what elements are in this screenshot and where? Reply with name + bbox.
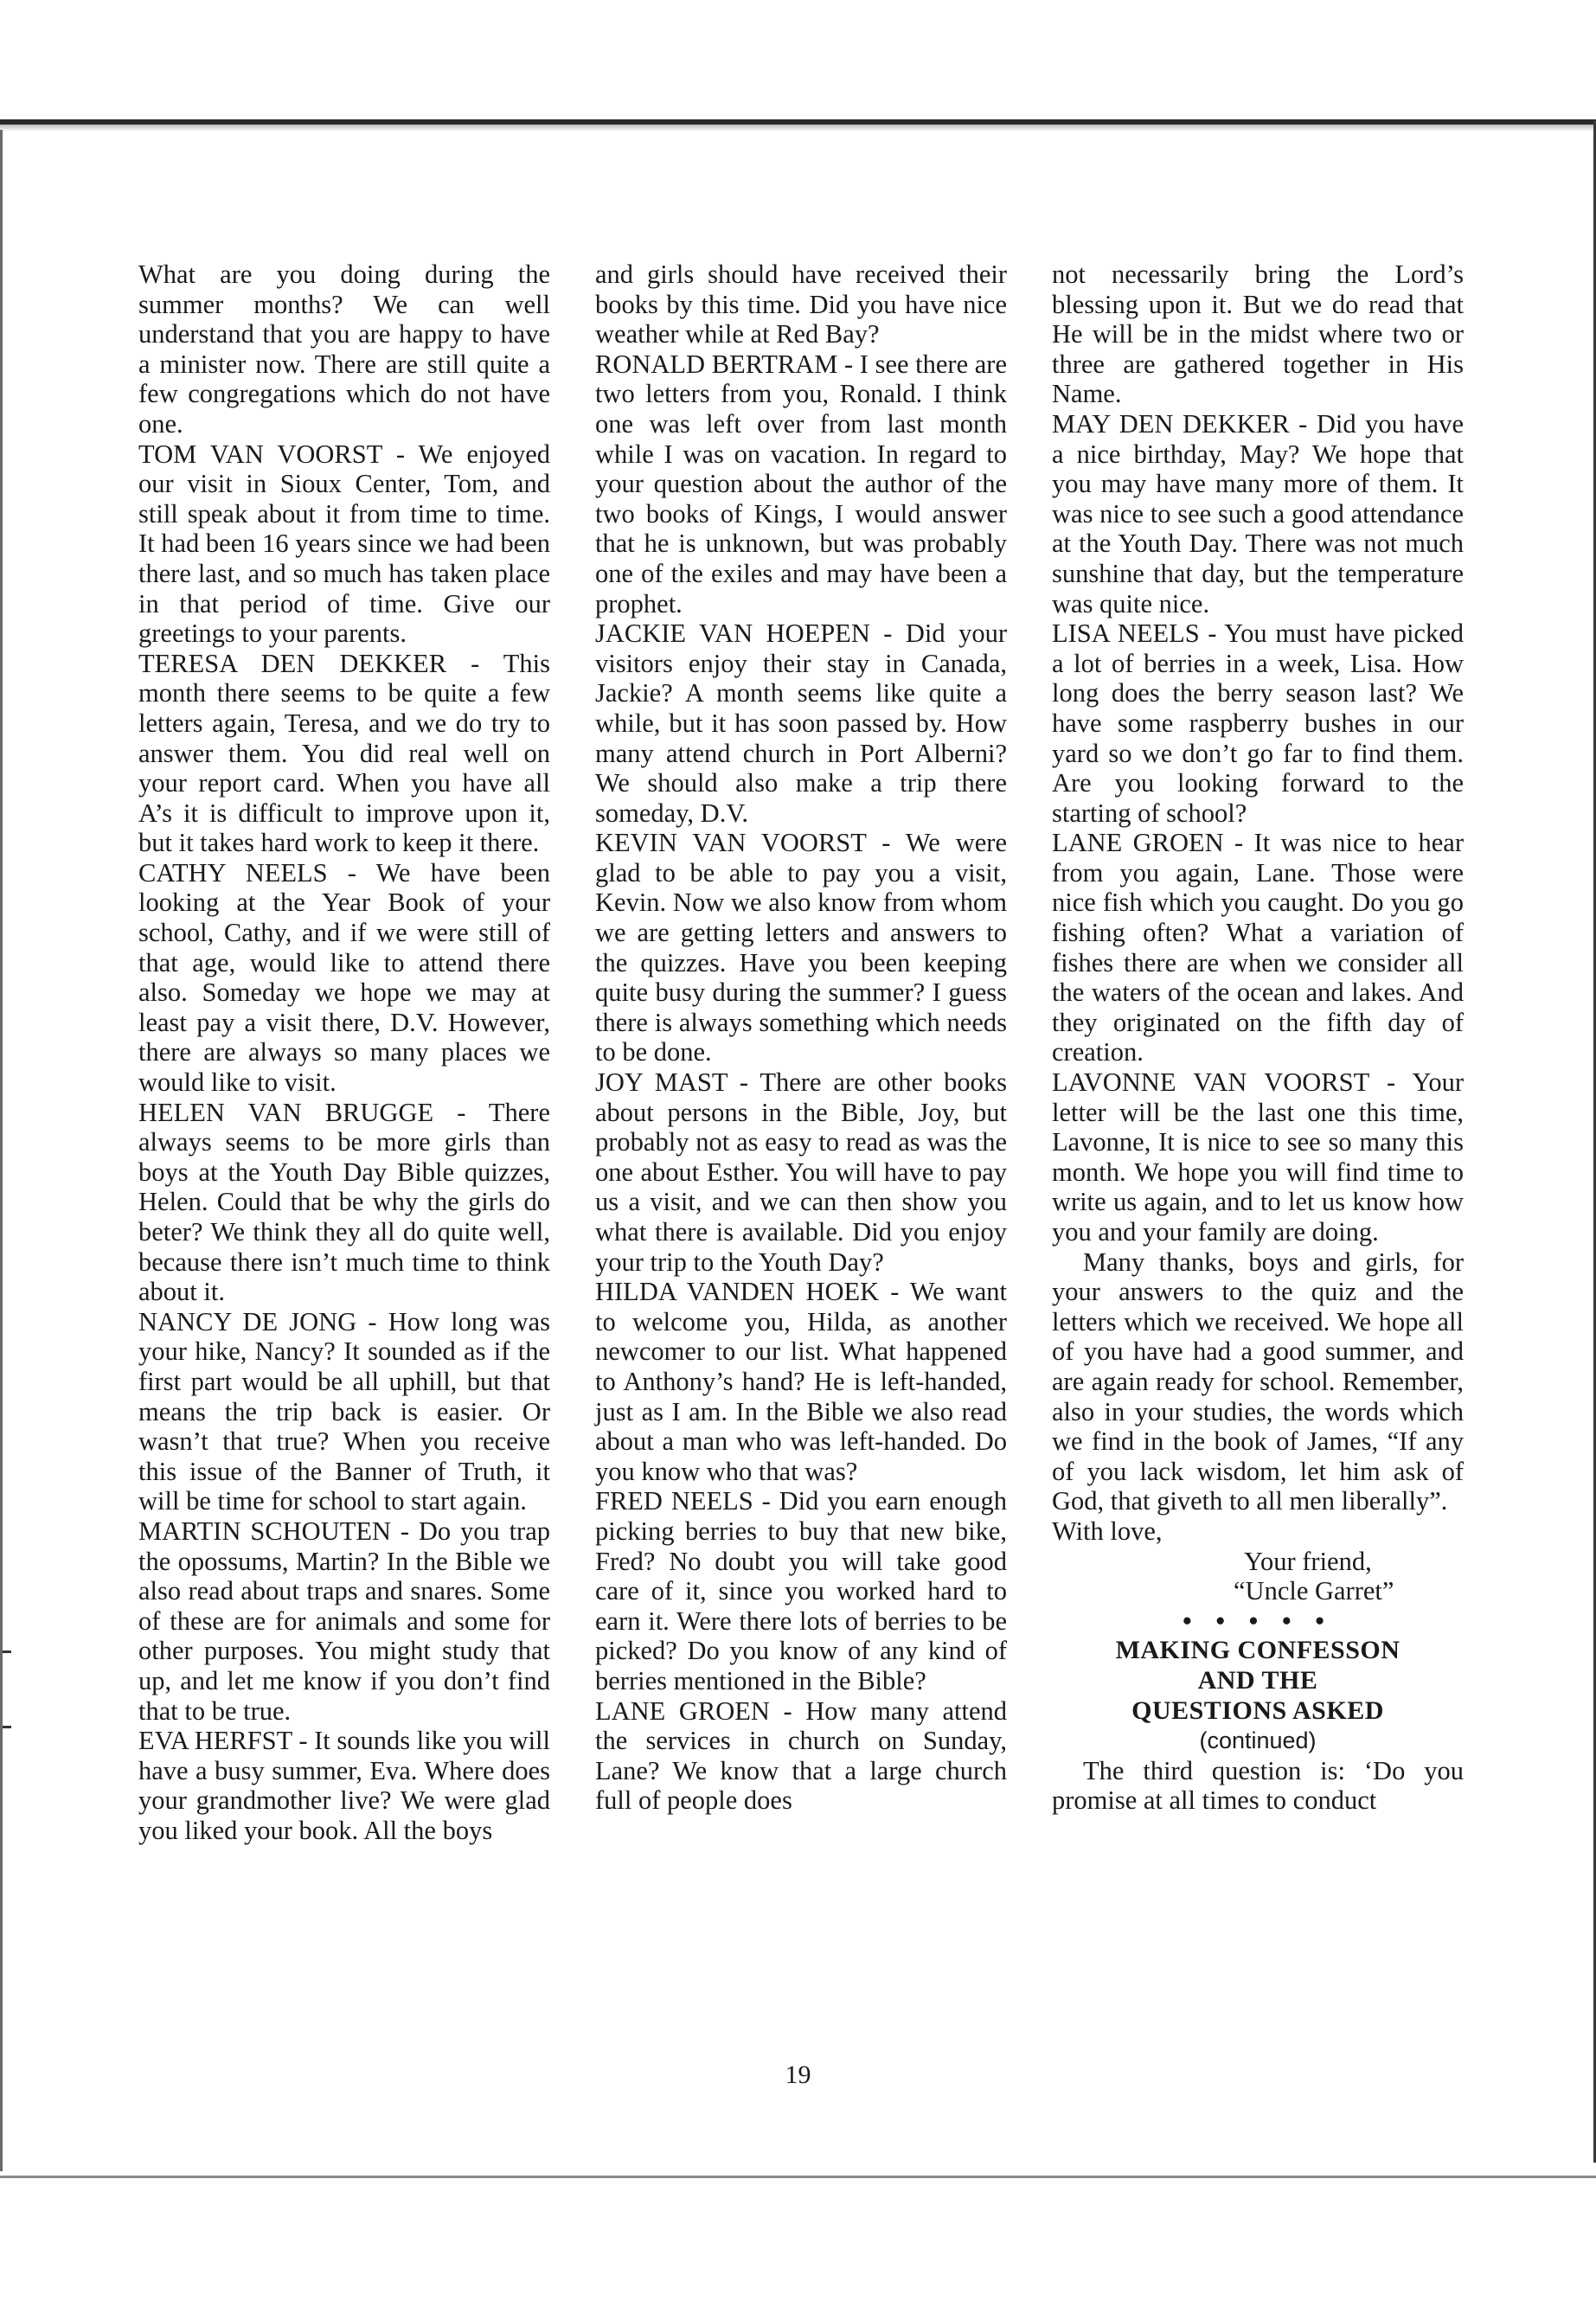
page-number: 19 [785,2061,811,2089]
letter-reply: TERESA DEN DEKKER - This month there seems to be quite a few letters again, Teresa, and we do try to answer them. You did real well on your report card. When you have all A’s it is difficult to improve upon it, but it takes hard work to keep it there. [138,648,550,858]
letter-reply: What are you doing during the summer months? We can well understand that you are happy to have a minister now. There are still quite a few congregations which do not have one. [138,260,550,439]
signoff-line: Your friend, [1244,1546,1372,1576]
article-heading: QUESTIONS ASKED [1131,1695,1384,1725]
article-subheading: (continued) [1199,1727,1317,1754]
letter-reply: TOM VAN VOORST - We enjoyed our visit in Sioux Center, Tom, and still speak about it from time to time. It had been 16 years since we had been there last, and so much has taken place in that period of time. Give our greetings to your parents. [138,439,550,649]
text-column-2 [595,260,1007,1816]
letter-reply: EVA HERFST - It sounds like you will have a busy summer, Eva. Where does your grandmother live? We were glad you liked your book. All the boys [138,1726,550,1845]
closing-paragraph: Many thanks, boys and girls, for your answers to the quiz and the letters which we received. We hope all of you have had a good summer, and are again ready for school. Remember, also in your studies, the words which we find in the book of James, “If any of you lack wisdom, let him ask of God, that giveth to all men liberally”. [1052,1247,1464,1516]
letter-reply: KEVIN VAN VOORST - We were glad to be able to pay you a visit, Kevin. Now we also know from whom we are getting letters and answers to the quizzes. Have you been keeping quite busy during the summer? I guess there is always something which needs to be done. [595,828,1007,1067]
section-separator: • • • • • [1183,1606,1333,1636]
letter-reply: MAY DEN DEKKER - Did you have a nice birthday, May? We hope that you may have many more of them. It was nice to see such a good attendance at the Youth Day. There was not much sunshine that day, but the temperature was quite nice. [1052,408,1464,619]
letter-reply: RONALD BERTRAM - I see there are two letters from you, Ronald. I think one was left over from last month while I was on vacation. In regard to your question about the author of the two books of Kings, I would answer that he is unknown, but was probably one of the exiles and may have been a prophet. [595,349,1007,619]
letter-reply: LISA NEELS - You must have picked a lot of berries in a week, Lisa. How long does the berry season last? We have some raspberry bushes in our yard so we don’t go far to find them. Are you looking forward to the starting of school? [1052,619,1464,828]
text-column-3 [1052,260,1464,1816]
scan-shadow-top [0,125,1596,131]
article-heading: MAKING CONFESSON [1115,1636,1401,1665]
scan-border-bottom [0,2176,1596,2178]
letter-reply: JOY MAST - There are other books about persons in the Bible, Joy, but probably not as easy to read as was the one about Esther. You will have to pay us a visit, and we can then show you what there is available. Did you enjoy your trip to the Youth Day? [595,1067,1007,1277]
scan-tick-mark [3,1726,11,1728]
signoff-line: With love, [1052,1516,1163,1546]
letter-reply: NANCY DE JONG - How long was your hike, Nancy? It sounded as if the first part would be all uphill, but that means the trip back is easier. Or wasn’t that true? When you receive this issue of the Banner of Truth, it will be time for school to start again. [138,1306,550,1516]
signoff-signature: “Uncle Garret” [1234,1576,1394,1606]
letter-reply: HILDA VANDEN HOEK - We want to welcome you, Hilda, as another newcomer to our list. What happened to Anthony’s hand? He is left-handed, just as I am. In the Bible we also read about a man who was left-handed. Do you know who that was? [595,1277,1007,1486]
scan-tick-mark [3,1650,11,1653]
article-text: The third question is: ‘Do you promise at all times to conduct [1052,1755,1464,1816]
letter-reply: LANE GROEN - How many attend the services in church on Sunday, Lane? We know that a large church full of people does [595,1695,1007,1816]
text-column-1 [138,260,550,1845]
letter-reply: JACKIE VAN HOEPEN - Did your visitors enjoy their stay in Canada, Jackie? A month seems like quite a while, but it has soon passed by. How many attend church in Port Alberni? We should also make a trip there someday, D.V. [595,619,1007,828]
letter-reply: CATHY NEELS - We have been looking at the Year Book of your school, Cathy, and if we were still of that age, would like to attend there also. Someday we hope we may at least pay a visit there, D.V. However, there are always so many places we would like to visit. [138,857,550,1098]
letter-reply: MARTIN SCHOUTEN - Do you trap the opossums, Martin? In the Bible we also read about traps and snares. Some of these are for animals and some for other purposes. You might study that up, and let me know if you don’t find that to be true. [138,1516,550,1726]
letter-reply: not necessarily bring the Lord’s blessing upon it. But we do read that He will be in the midst where two or three are gathered together in His Name. [1052,260,1464,409]
scan-border-left [0,130,3,2171]
letter-reply: HELEN VAN BRUGGE - There always seems to be more girls than boys at the Youth Day Bible quizzes, Helen. Could that be why the girls do beter? We think they all do quite well, because there isn’t much time to think about it. [138,1097,550,1307]
letter-reply: and girls should have received their books by this time. Did you have nice weather while at Red Bay? [595,260,1007,349]
letter-reply: LAVONNE VAN VOORST - Your letter will be the last one this time, Lavonne, It is nice to see so many this month. We hope you will find time to write us again, and to let us know how you and your family are doing. [1052,1067,1464,1247]
letter-reply: FRED NEELS - Did you earn enough picking berries to buy that new bike, Fred? No doubt you will take good care of it, since you worked hard to earn it. Were there lots of berries to be picked? Do you know of any kind of berries mentioned in the Bible? [595,1486,1007,1695]
letter-reply: LANE GROEN - It was nice to hear from you again, Lane. Those were nice fish which you caught. Do you go fishing often? What a variation of fishes there are when we consider all the waters of the ocean and lakes. And they originated on the fifth day of creation. [1052,828,1464,1067]
article-heading: AND THE [1197,1665,1318,1695]
